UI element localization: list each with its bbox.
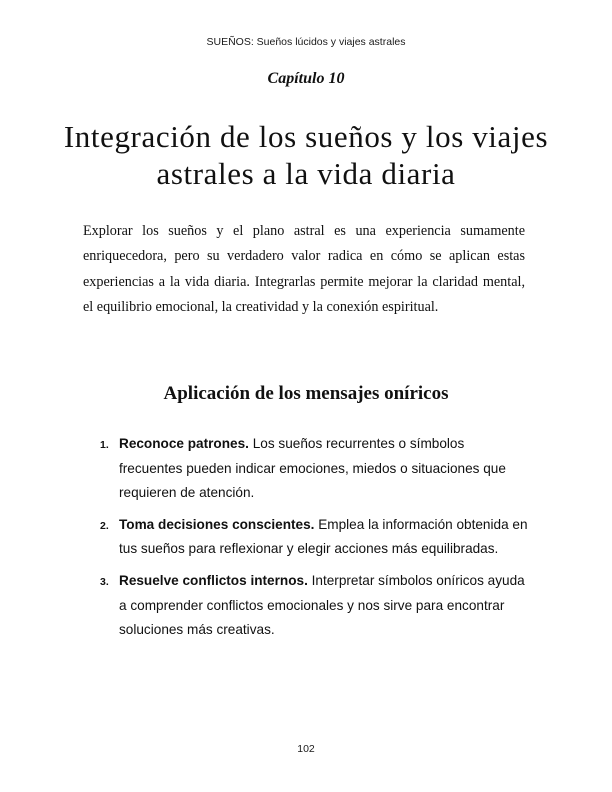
numbered-list <box>100 432 530 650</box>
list-item-text: Interpretar símbolos oníricos ayuda a comprender conflictos emocionales y nos sirve para encontrar soluciones más creativas. <box>119 572 525 638</box>
list-item-title: Resuelve conflictos internos. <box>119 572 308 588</box>
list-item-text: Emplea la información obtenida en tus sueños para reflexionar y elegir acciones más equilibradas. <box>119 516 528 557</box>
chapter-title: Integración de los sueños y los viajes astrales a la vida diaria <box>63 119 549 191</box>
list-item <box>100 513 530 562</box>
list-item-text: Los sueños recurrentes o símbolos frecuentes pueden indicar emociones, miedos o situaciones que requieren de atención. <box>119 436 506 501</box>
list-item <box>100 432 530 506</box>
list-item-title: Toma decisiones conscientes. <box>119 516 315 532</box>
list-item-title: Reconoce patrones. <box>119 436 249 451</box>
list-item-number: 2. <box>100 519 109 532</box>
section-heading: Aplicación de los mensajes oníricos <box>163 383 449 404</box>
chapter-label: Capítulo 10 <box>267 70 345 87</box>
list-item-number: 3. <box>100 575 109 588</box>
running-header: SUEÑOS: Sueños lúcidos y viajes astrales <box>206 36 406 48</box>
page-number: 102 <box>297 743 315 755</box>
list-item-number: 1. <box>100 439 109 451</box>
intro-paragraph: Explorar los sueños y el plano astral es una experiencia sumamente enriquecedora, pero su verdadero valor radica en cómo se aplican estas experiencias a la vida diaria. Integrarlas permite mejorar la claridad mental, el equilibrio emocional, la creatividad y la conexión espiritual. <box>83 223 525 315</box>
list-item <box>100 569 530 643</box>
